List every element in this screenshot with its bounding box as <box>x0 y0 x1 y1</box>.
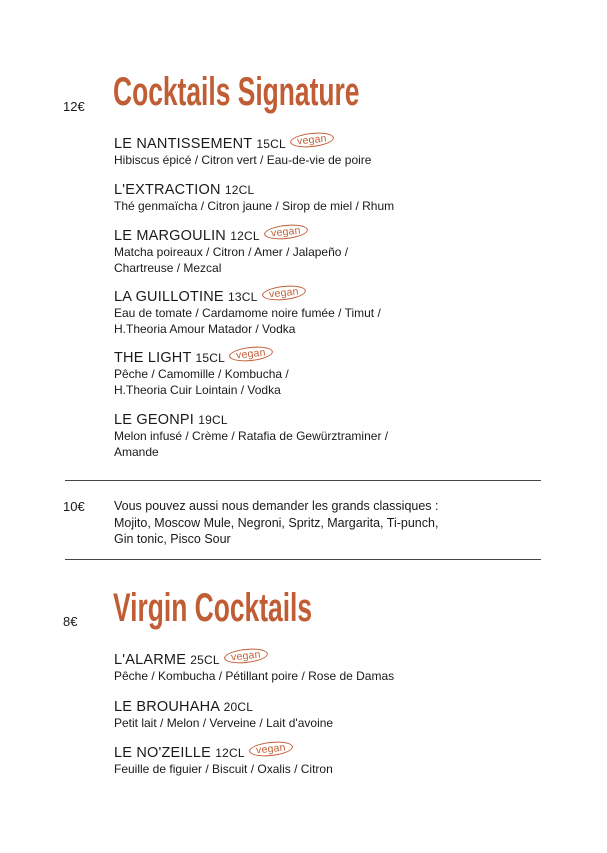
item-volume: 15CL <box>256 137 286 151</box>
item-name <box>114 648 474 669</box>
item-name <box>114 698 474 716</box>
item-title: L'ALARME <box>114 652 187 668</box>
item-title: LE MARGOULIN <box>114 228 226 244</box>
signature-price: 12€ <box>63 99 85 114</box>
item-description: H.Theoria Amour Matador / Vodka <box>114 321 296 336</box>
menu-item <box>114 346 474 398</box>
menu-item <box>114 411 474 460</box>
item-volume: 25CL <box>190 653 220 667</box>
item-name <box>114 181 474 199</box>
item-volume: 13CL <box>228 290 258 304</box>
vegan-badge: vegan <box>261 284 306 302</box>
item-description: Melon infusé / Crème / Ratafia de Gewürztraminer / <box>114 429 389 443</box>
vegan-badge: vegan <box>228 345 273 363</box>
item-title: LE NANTISSEMENT <box>114 136 253 152</box>
item-title: LA GUILLOTINE <box>114 289 224 305</box>
item-description: Eau de tomate / Cardamome noire fumée / Timut / <box>114 306 381 320</box>
menu-item <box>114 698 474 732</box>
section-divider <box>65 559 541 560</box>
virgin-heading: Virgin Cocktails <box>113 586 313 630</box>
item-description: Thé genmaïcha / Citron jaune / Sirop de miel / Rhum <box>114 199 395 213</box>
menu-item <box>114 224 474 276</box>
menu-item <box>114 741 474 778</box>
item-name <box>114 224 474 245</box>
item-description: Pêche / Kombucha / Pétillant poire / Rose de Damas <box>114 669 395 683</box>
item-name <box>114 346 474 367</box>
classics-line: Mojito, Moscow Mule, Negroni, Spritz, Margarita, Ti-punch, <box>114 515 439 530</box>
classics-line: Gin tonic, Pisco Sour <box>114 532 231 546</box>
item-title: LE BROUHAHA <box>114 699 220 715</box>
classics-price: 10€ <box>63 499 85 514</box>
classics-line: Vous pouvez aussi nous demander les grands classiques : <box>114 499 439 513</box>
item-title: L'EXTRACTION <box>114 182 221 198</box>
item-volume: 15CL <box>195 351 226 365</box>
item-volume: 20CL <box>223 700 254 714</box>
vegan-badge: vegan <box>223 647 268 665</box>
vegan-badge: vegan <box>263 223 308 241</box>
item-description: Amande <box>114 444 159 459</box>
virgin-price: 8€ <box>63 614 78 629</box>
item-description: H.Theoria Cuir Lointain / Vodka <box>114 382 281 397</box>
item-name <box>114 741 474 762</box>
section-divider <box>65 480 541 481</box>
item-description: Matcha poireaux / Citron / Amer / Jalapeño / <box>114 245 349 259</box>
item-description: Feuille de figuier / Biscuit / Oxalis / Citron <box>114 762 333 776</box>
item-name <box>114 285 474 306</box>
item-description: Hibiscus épicé / Citron vert / Eau-de-vie de poire <box>114 153 372 167</box>
signature-heading: Cocktails Signature <box>113 70 360 114</box>
vegan-badge: vegan <box>289 131 334 149</box>
vegan-badge: vegan <box>248 740 293 758</box>
item-description: Pêche / Camomille / Kombucha / <box>114 367 289 381</box>
item-title: LE NO'ZEILLE <box>114 745 212 761</box>
classics-text <box>114 498 514 548</box>
item-name <box>114 132 474 153</box>
item-title: LE GEONPI <box>114 412 194 428</box>
item-title: THE LIGHT <box>114 350 192 366</box>
menu-item <box>114 285 474 337</box>
item-name <box>114 411 474 429</box>
menu-item <box>114 181 474 215</box>
item-volume: 12CL <box>224 183 255 197</box>
item-volume: 19CL <box>198 413 228 427</box>
menu-item <box>114 132 474 169</box>
item-volume: 12CL <box>215 746 245 760</box>
item-volume: 12CL <box>230 229 260 243</box>
item-description: Chartreuse / Mezcal <box>114 260 222 275</box>
menu-item <box>114 648 474 685</box>
item-description: Petit lait / Melon / Verveine / Lait d'avoine <box>114 716 334 730</box>
